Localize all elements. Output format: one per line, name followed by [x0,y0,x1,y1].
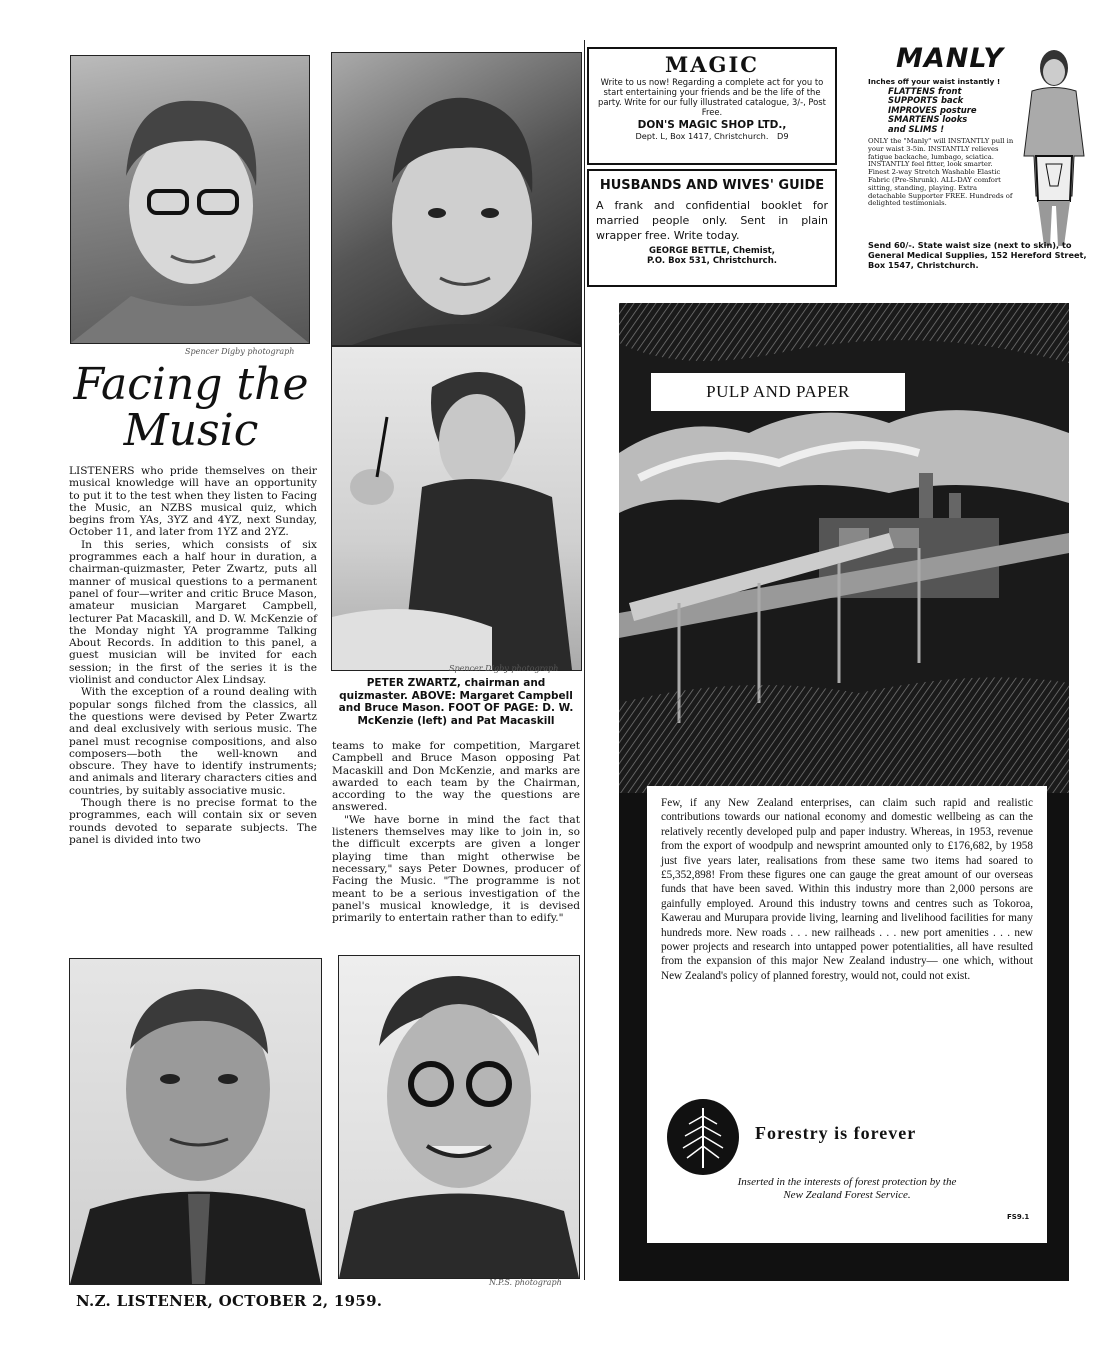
manly-ad [866,44,1094,290]
manly-ad-claims [888,87,1018,134]
photo-bruce-mason [331,52,582,346]
manly-ad-lead: Inches off your waist instantly ! [868,77,1001,86]
page-footer: N.Z. LISTENER, OCTOBER 2, 1959. [76,1292,383,1310]
manly-ad-body: ONLY the "Manly" will INSTANTLY pull in your waist 3-5in. INSTANTLY relieves fatigue backache, lumbago, sciatica. INSTANTLY feel fitter, look smarter. Finest 2-way Stretch Washable Elastic Fabric (Pre-Shrunk). ALL-DAY comfort sitting, standing, playing. Extra detachable Supporter FREE. Hundreds of delighted testimonials. [868,137,1014,208]
forestry-insert-note: Inserted in the interests of forest protection by the New Zealand Forest Service. [737,1176,957,1201]
article-body-col2 [332,740,580,924]
pulp-paper-banner: PULP AND PAPER [651,373,905,411]
manly-claim: and SLIMS ! [888,123,945,134]
guide-ad-body: A frank and confidential booklet for married people only. Sent in plain wrapper free. Write today. [596,199,828,242]
manly-model-illustration [1014,46,1094,246]
photo-credit: Spencer Digby photograph [449,664,559,673]
photo-peter-zwartz [331,346,582,671]
forestry-ad-code: FS9.1 [1007,1213,1030,1221]
photo-credit: N.P.S. photograph [489,1278,562,1287]
manly-claim: SUPPORTS back [888,95,964,106]
guide-ad [587,169,837,287]
forestry-ad-body: Few, if any New Zealand enterprises, can claim such rapid and realistic contributions towards our national economy and domestic wellbeing as can the relatively recently developed pulp and paper industry. Whereas, in 1953, revenue from the export of woodpulp and newsprint amounted only to £176,682, by 1958 just five years later, realisations from these same two items had soared to £5,352,898! From these figures one can gauge the great amount of our overseas funds that have been saved. Within this industry more than 2,000 persons are gainfully employed. Around this industry towns and centres such as Tokoroa, Kawerau and Murupara provide living, learning and livelihood facilities for many hundreds more. New roads . . . new railheads . . . new port amenities . . . new power projects and research into untapped power potentialities, all have resulted from the expansion of this major New Zealand industry— one which, without New Zealand's policy of planned forestry, would not, could not exist. [661,797,1033,982]
forestry-ad-text-panel [647,786,1047,1243]
magic-ad [587,47,837,165]
magic-ad-footer [596,131,828,141]
article-body-col1 [69,465,317,846]
guide-ad-chemist: GEORGE BETTLE, Chemist, [649,246,775,256]
paragraph: teams to make for competition, Margaret Campbell and Bruce Mason opposing Pat Macaskill and Don McKenzie, and marks are awarded to each team by the Chairman, according to the way the questions are answered. [332,740,580,814]
title-line: Facing the [73,359,309,410]
guide-ad-title: HUSBANDS AND WIVES' GUIDE [599,178,825,193]
photo-credit: Spencer Digby photograph [185,347,295,356]
portrait-man-illustration [70,959,321,1284]
magic-ad-shop: DON'S MAGIC SHOP LTD., [637,119,787,131]
guide-ad-address: P.O. Box 531, Christchurch. [647,256,777,266]
photo-pat-macaskill [338,955,580,1279]
magic-ad-title: MAGIC [664,52,759,77]
photo-margaret-campbell [70,55,310,344]
portrait-conductor-illustration [332,347,581,670]
fern-leaf-icon [665,1098,741,1176]
paragraph: LISTENERS who pride themselves on their musical knowledge will have an opportunity to put it to the test when they listen to Facing the Music, an NZBS musical quiz, which begins from YAs, 3YZ and 4YZ, next Sunday, October 11, and later from 1YZ and 2YZ. [69,465,317,539]
paragraph: "We have borne in mind the fact that listeners themselves may like to join in, so the difficult excerpts are given a longer playing time than might otherwise be necessary," says Peter Downes, producer of Facing the Music. "The programme is not meant to be a serious investigation of the panel's musical knowledge, it is devised primarily to entertain rather than to edify." [332,813,580,925]
forestry-slogan: Forestry is forever [755,1123,917,1143]
manly-ad-order: Send 60/-. State waist size (next to skin), to General Medical Supplies, 152 Hereford Street, Box 1547, Christchurch. [868,240,1087,270]
paragraph: With the exception of a round dealing with popular songs filched from the classics, all the questions were devised by Peter Zwartz and deal exclusively with serious music. The panel must recognise compositions, and also composers—both the well-known and obscure. They have to identify instruments; and animals and literary characters cities and countries, by suitably associative music. [69,686,317,797]
paragraph: Though there is no precise format to the programmes, each will contain six or seven rounds devoted to separate subjects. The panel is divided into two [69,797,317,846]
forestry-ad [619,303,1069,1281]
photo-caption: PETER ZWARTZ, chairman and quizmaster. ABOVE: Margaret Campbell and Bruce Mason. FOOT OF PAGE: D. W. McKenzie (left) and Pat Macaskill [338,677,574,727]
article-title [62,359,320,456]
portrait-man-glasses-illustration [339,956,579,1278]
manly-claim: FLATTENS front [888,86,962,96]
magic-ad-code: D9 [777,131,789,141]
magic-ad-body: Write to us now! Regarding a complete act for you to start entertaining your friends and be the life of the party. Write for our fully illustrated catalogue, 3/-, Post Free. [598,77,826,117]
portrait-woman-illustration [71,56,309,343]
photo-dw-mckenzie [69,958,322,1285]
paragraph: In this series, which consists of six programmes each a half hour in duration, a chairman-quizmaster, Peter Zwartz, puts all manner of musical questions to a permanent panel of four—writer and critic Bruce Mason, amateur musician Margaret Campbell, lecturer Pat Macaskill, and D. W. McKenzie of the Monday night YA programme Talking About Records. In addition to this panel, a guest musician will be invited for each session; in the first of the series it is the violinist and conductor Alex Lindsay. [69,538,317,687]
manly-claim: IMPROVES posture [888,104,977,115]
manly-ad-title: MANLY [896,43,1004,74]
column-divider [584,40,585,1280]
manly-claim: SMARTENS looks [888,114,968,125]
magic-ad-address: Dept. L, Box 1417, Christchurch. [635,131,769,141]
portrait-man-illustration [332,53,581,345]
title-line: Music [123,405,259,456]
